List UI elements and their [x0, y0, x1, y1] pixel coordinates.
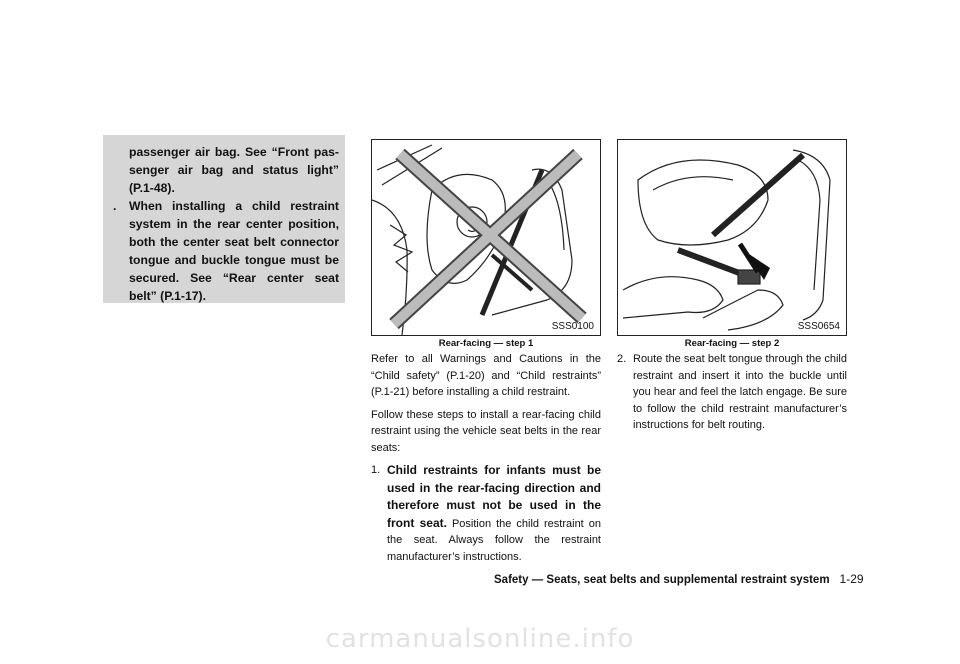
figure-code-1: SSS0100	[551, 321, 594, 332]
warning-text	[103, 135, 345, 305]
step-1-number: 1.	[371, 464, 381, 476]
footer-section-title: Safety — Seats, seat belts and supplemental restraint system	[494, 574, 830, 586]
column-1-paragraph-2: Follow these steps to install a rear-facing child restraint using the vehicle seat belts in the rear seats:	[371, 408, 601, 454]
seat-belt-buckle-illustration	[618, 140, 846, 335]
figure-rear-facing-step-2	[617, 139, 847, 336]
warning-bullet-text: When installing a child restraint system in the rear center position, both the center seat belt connector tongue and buckle tongue must be secured. See “Rear center seat belt” (P.1-17).	[129, 199, 339, 303]
figure-caption-1: Rear-facing — step 1	[438, 338, 534, 349]
warning-bullet: .	[113, 199, 117, 213]
step-1	[371, 462, 601, 565]
column-2	[617, 351, 847, 434]
warning-paragraph-1: passenger air bag. See “Front pas-senger air bag and status light” (P.1-48).	[129, 145, 339, 195]
column-1-paragraph-1: Refer to all Warnings and Cautions in the “Child safety” (P.1-20) and “Child restraints” (P.1-21) before installing a child restraint.	[371, 353, 601, 398]
column-1	[371, 351, 601, 565]
page-footer	[494, 572, 864, 586]
watermark: carmanualsonline.info	[325, 624, 635, 654]
warning-box	[103, 135, 345, 303]
warning-paragraph-2	[103, 197, 345, 305]
page-number: 1-29	[839, 572, 864, 586]
step-1-bold-text: Child restraints for infants must be used in the rear-facing direction and therefore must not be used in the front seat.	[387, 463, 601, 530]
step-2-text: Route the seat belt tongue through the child restraint and insert it into the buckle until you hear and feel the latch engage. Be sure to follow the child restraint manufacturer’s instructions for belt routing.	[633, 353, 847, 431]
figure-caption-2: Rear-facing — step 2	[684, 338, 780, 349]
step-2-number: 2.	[617, 353, 627, 365]
figure-rear-facing-step-1	[371, 139, 601, 336]
step-1-text: Position the child restraint on the seat. Always follow the restraint manufacturer’s instructions.	[387, 517, 601, 563]
figure-code-2: SSS0654	[797, 321, 840, 332]
crossed-out-child-seat-illustration	[372, 140, 600, 335]
step-2	[617, 351, 847, 434]
